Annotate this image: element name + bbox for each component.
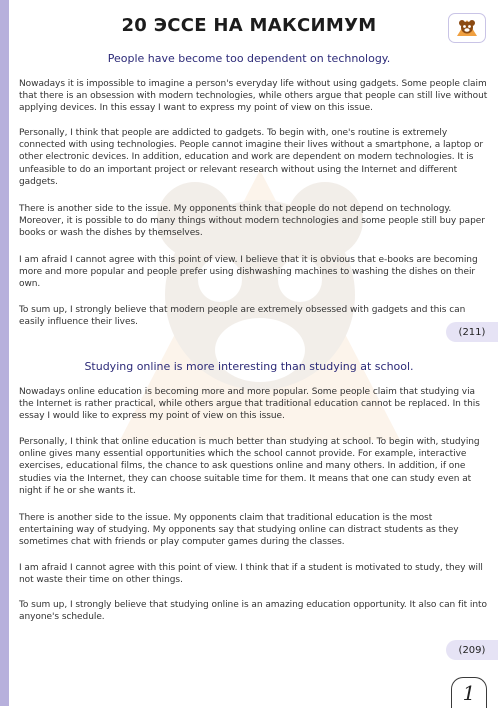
essay-1-paragraph-5: To sum up, I strongly believe that modern people are extremely obsessed with gadgets and this can easily influence their lives. [19, 305, 466, 328]
essay-2-paragraph-2: Personally, I think that online education is much better than studying at school. To begin with, studying online gives many essential opportunities which the school cannot provide. For example, interactive exercises, educational films, the chance to ask questions online and many others. In addition, if one studies via the Internet, they can choose suitable time for them. It means that one can study even at night if he or she wants it. [19, 437, 480, 496]
left-accent-bar [0, 0, 9, 706]
essay-2-paragraph-5: To sum up, I strongly believe that studying online is an amazing education opportunity. It also can fit into anyone's schedule. [19, 600, 487, 623]
bear-logo-icon [456, 19, 478, 37]
essay-1-paragraph-4: I am afraid I cannot agree with this point of view. I believe that it is obvious that e-books are becoming more and more popular and people prefer using dishwashing machines to washing the dishes on their own. [19, 255, 478, 290]
essay-2-title: Studying online is more interesting than studying at school. [84, 360, 414, 373]
page-title: 20 ЭССЕ НА МАКСИМУМ [121, 15, 377, 36]
essay-1-paragraph-1: Nowadays it is impossible to imagine a person's everyday life without using gadgets. Some people claim that there is an obsession with modern technologies, while others argue that people can still live without applying devices. In this essay I want to express my point of view on this issue. [19, 79, 488, 114]
essay-2-paragraph-4: I am afraid I cannot agree with this point of view. I think that if a student is motivated to study, they will not waste their time on other things. [19, 563, 483, 586]
essay-1-paragraph-3: There is another side to the issue. My opponents think that people do not depend on technology. Moreover, it is possible to do many things without modern technologies and some people still buy paper books or wash the dishes by themselves. [19, 204, 485, 239]
page-number: 1 [451, 677, 487, 708]
essay-2-word-count: (209) [446, 640, 498, 660]
essay-1-word-count: (211) [446, 322, 498, 342]
essay-2-paragraph-3: There is another side to the issue. My opponents claim that traditional education is the most entertaining way of studying. My opponents say that studying online can distract students as they sometimes chat with friends or play computer games during the classes. [19, 513, 459, 548]
essay-1-paragraph-2: Personally, I think that people are addicted to gadgets. To begin with, one's routine is extremely connected with using technologies. People cannot imagine their lives without a smartphone, a laptop or other electronic devices. In addition, education and work are dependent on modern technologies. It is unfeasible to do an important project or relevant research without using the Internet and different gadgets. [19, 128, 484, 187]
essay-2-paragraph-1: Nowadays online education is becoming more and more popular. Some people claim that studying via the Internet is rather practical, while others argue that traditional education cannot be replaced. In this essay I would like to express my point of view on this issue. [19, 387, 480, 422]
essay-1-title: People have become too dependent on technology. [107, 52, 391, 65]
logo [448, 13, 486, 43]
